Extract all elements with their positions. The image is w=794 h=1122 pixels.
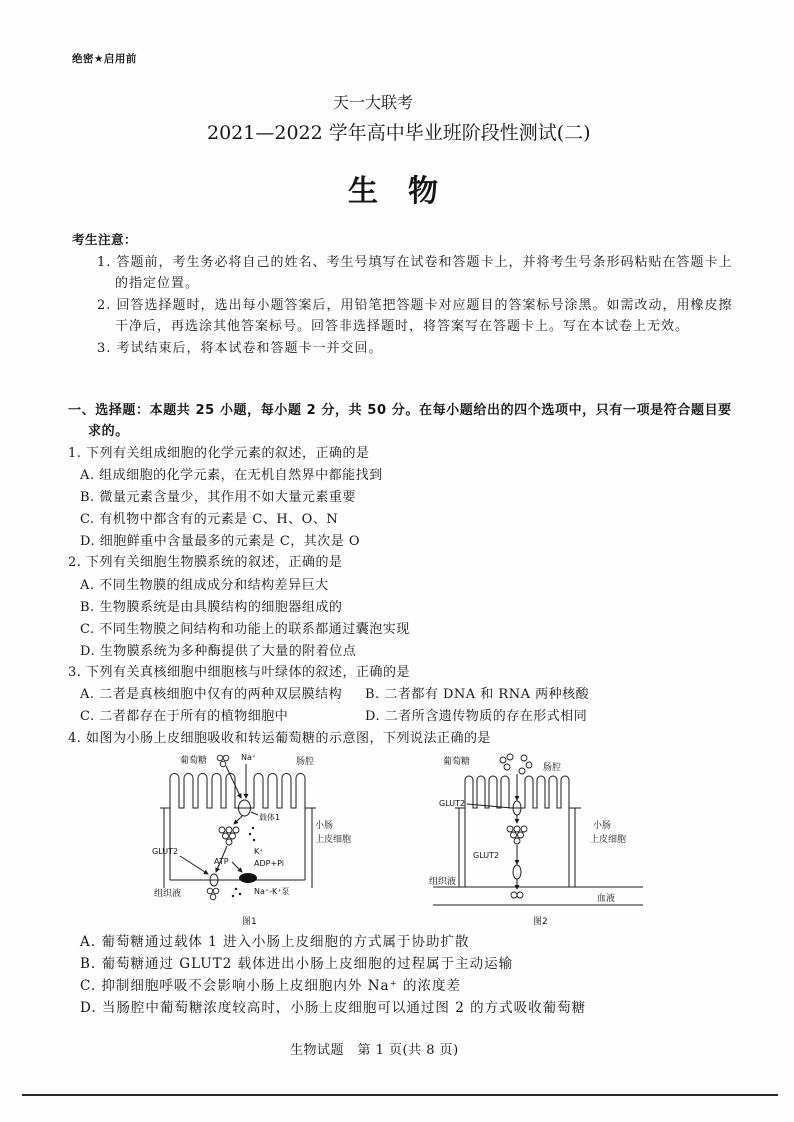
notes-heading: 考生注意： xyxy=(72,232,138,247)
note-1-line-1: 1. 答题前，考生务必将自己的姓名、考生号填写在试卷和答题卡上，并将考生号条形码粘贴在答题卡上 xyxy=(97,255,733,270)
glucose-molecule xyxy=(217,755,223,761)
bottom-rule xyxy=(22,1094,778,1096)
section-one-heading-line-1: 一、选择题：本题共 25 小题，每小题 2 分，共 50 分。在每小题给出的四个选项中，只有一项是符合题目要 xyxy=(68,403,732,418)
subject-title: 生 物 xyxy=(348,174,438,209)
fig1-na-k-pump xyxy=(239,873,257,883)
test-title: 2021—2022 学年高中毕业班阶段性测试(二) xyxy=(207,122,591,144)
glucose-molecule xyxy=(526,762,532,768)
fig1-caption: 图1 xyxy=(242,917,257,927)
na-ion-dot xyxy=(239,893,241,895)
section-one-heading-line-2: 求的。 xyxy=(88,424,129,439)
question-1-option-a: A. 组成细胞的化学元素，在无机自然界中都能找到 xyxy=(80,468,383,483)
na-ion-dot xyxy=(252,827,254,829)
glucose-molecule xyxy=(233,827,239,833)
glucose-molecule xyxy=(230,833,236,839)
fig1-adp-label: ADP+Pi xyxy=(254,859,285,868)
question-4-option-b: B. 葡萄糖通过 GLUT2 载体进出小肠上皮细胞的过程属于主动运输 xyxy=(80,956,514,972)
fig2-tissue-fluid-label: 组织液 xyxy=(429,877,457,887)
glucose-molecule xyxy=(226,839,232,845)
fig1-na-label: Na⁺ xyxy=(241,753,257,762)
fig1-lumen-label: 肠腔 xyxy=(296,757,315,767)
fig1-carrier-to-cytoplasm-arrow xyxy=(234,816,242,824)
question-3-stem: 3. 下列有关真核细胞中细胞核与叶绿体的叙述，正确的是 xyxy=(68,665,411,680)
fig1-glut2-label: GLUT2 xyxy=(152,847,179,856)
na-ion-dot xyxy=(232,895,234,897)
fig2-glut2-top-label: GLUT2 xyxy=(439,799,466,808)
fig1-glucose-entry-arrow xyxy=(226,766,241,798)
question-2-option-a: A. 不同生物膜的组成成分和结构差异巨大 xyxy=(80,578,329,593)
question-3-option-d: D. 二者所含遗传物质的存在形式相同 xyxy=(365,709,588,724)
fig2-glut2-bottom-label: GLUT2 xyxy=(473,851,500,860)
page-footer: 生物试题 第 1 页(共 8 页) xyxy=(290,1043,459,1058)
question-2-stem: 2. 下列有关细胞生物膜系统的叙述，正确的是 xyxy=(68,555,343,570)
glucose-molecule xyxy=(514,838,520,844)
fig1-glucose-label: 葡萄糖 xyxy=(180,756,208,766)
fig1-glut2-leader xyxy=(180,856,208,874)
glucose-molecule xyxy=(521,826,527,832)
na-ion-dot xyxy=(253,839,255,841)
fig1-tissue-fluid-label: 组织液 xyxy=(154,889,182,899)
glucose-molecule xyxy=(207,888,213,894)
glucose-molecule xyxy=(504,764,510,770)
na-ion-dot xyxy=(249,833,251,835)
na-ion-dot xyxy=(235,888,237,890)
glucose-molecule xyxy=(226,827,232,833)
glucose-molecule xyxy=(219,827,225,833)
fig2-lumen-label: 肠腔 xyxy=(543,763,562,773)
question-1-stem: 1. 下列有关组成细胞的化学元素的叙述，正确的是 xyxy=(68,446,370,461)
glucose-molecule xyxy=(521,755,527,761)
glucose-molecule xyxy=(223,755,229,761)
figure-2-diagram xyxy=(425,748,650,930)
glucose-molecule xyxy=(507,754,513,760)
question-4-option-d: D. 当肠腔中葡萄糖浓度较高时，小肠上皮细胞可以通过图 2 的方式吸收葡萄糖 xyxy=(80,1000,587,1016)
glucose-molecule xyxy=(511,892,517,898)
question-4-option-a: A. 葡萄糖通过载体 1 进入小肠上皮细胞的方式属于协助扩散 xyxy=(80,934,470,950)
fig1-carrier-1-label: 载体1 xyxy=(259,813,281,822)
fig1-cell-label-line-2: 上皮细胞 xyxy=(315,835,352,845)
note-2-line-2: 干净后，再选涂其他答案标号。回答非选择题时，将答案写在答题卡上。写在本试卷上无效。 xyxy=(115,319,690,334)
glucose-molecule xyxy=(220,761,226,767)
fig2-glut2-bottom-transporter xyxy=(513,865,521,879)
glucose-molecule xyxy=(518,832,524,838)
fig2-cell-label-line-1: 小肠 xyxy=(593,821,612,831)
glucose-molecule xyxy=(500,757,506,763)
glucose-molecule xyxy=(210,894,216,900)
question-2-option-c: C. 不同生物膜之间结构和功能上的联系都通过囊泡实现 xyxy=(80,622,410,637)
fig1-atp-label: ATP xyxy=(214,857,229,866)
question-2-option-b: B. 生物膜系统是由具膜结构的细胞器组成的 xyxy=(80,600,343,615)
organizer-title: 天一大联考 xyxy=(333,93,414,112)
confidential-mark: 绝密★启用前 xyxy=(72,53,137,65)
glucose-molecule xyxy=(507,826,513,832)
fig2-cell-label-line-2: 上皮细胞 xyxy=(590,835,627,845)
glucose-molecule xyxy=(514,826,520,832)
note-2-line-1: 2. 回答选择题时，选出每小题答案后，用铅笔把答题卡对应题目的答案标号涂黑。如需改动，用橡皮擦 xyxy=(97,298,733,313)
fig1-atp-arrow xyxy=(232,862,242,872)
question-3-option-a: A. 二者是真核细胞中仅有的两种双层膜结构 xyxy=(80,687,343,702)
question-3-option-b: B. 二者都有 DNA 和 RNA 两种核酸 xyxy=(365,687,590,702)
fig2-caption: 图2 xyxy=(533,917,548,927)
question-1-option-b: B. 微量元素含量少，其作用不如大量元素重要 xyxy=(80,490,356,505)
glucose-molecule xyxy=(519,768,525,774)
question-1-option-c: C. 有机物中都含有的元素是 C、H、O、N xyxy=(80,512,339,527)
fig1-pump-label: Na⁺-K⁺泵 xyxy=(254,887,290,896)
fig1-carrier-1-leader xyxy=(251,812,258,815)
question-1-option-d: D. 细胞鲜重中含量最多的元素是 C，其次是 O xyxy=(80,534,361,549)
question-4-stem: 4. 如图为小肠上皮细胞吸收和转运葡萄糖的示意图，下列说法正确的是 xyxy=(68,731,492,746)
fig2-blood-label: 血液 xyxy=(597,894,616,904)
glucose-molecule xyxy=(517,892,523,898)
note-1-line-2: 的指定位置。 xyxy=(115,276,200,291)
fig2-microvilli xyxy=(455,776,581,808)
glucose-molecule xyxy=(511,832,517,838)
question-4-option-c: C. 抑制细胞呼吸不会影响小肠上皮细胞内外 Na⁺ 的浓度差 xyxy=(80,978,461,994)
figure-1-diagram xyxy=(150,748,365,930)
glucose-molecule xyxy=(223,833,229,839)
fig2-glucose-label: 葡萄糖 xyxy=(443,757,471,767)
fig1-k-label: K⁺ xyxy=(254,847,264,856)
question-3-option-c: C. 二者都存在于所有的植物细胞中 xyxy=(80,709,289,724)
glucose-molecule xyxy=(213,888,219,894)
question-2-option-d: D. 生物膜系统为多种酶提供了大量的附着位点 xyxy=(80,644,357,659)
note-3-line-1: 3. 考试结束后，将本试卷和答题卡一并交回。 xyxy=(97,341,383,356)
fig1-cell-label-line-1: 小肠 xyxy=(315,821,334,831)
